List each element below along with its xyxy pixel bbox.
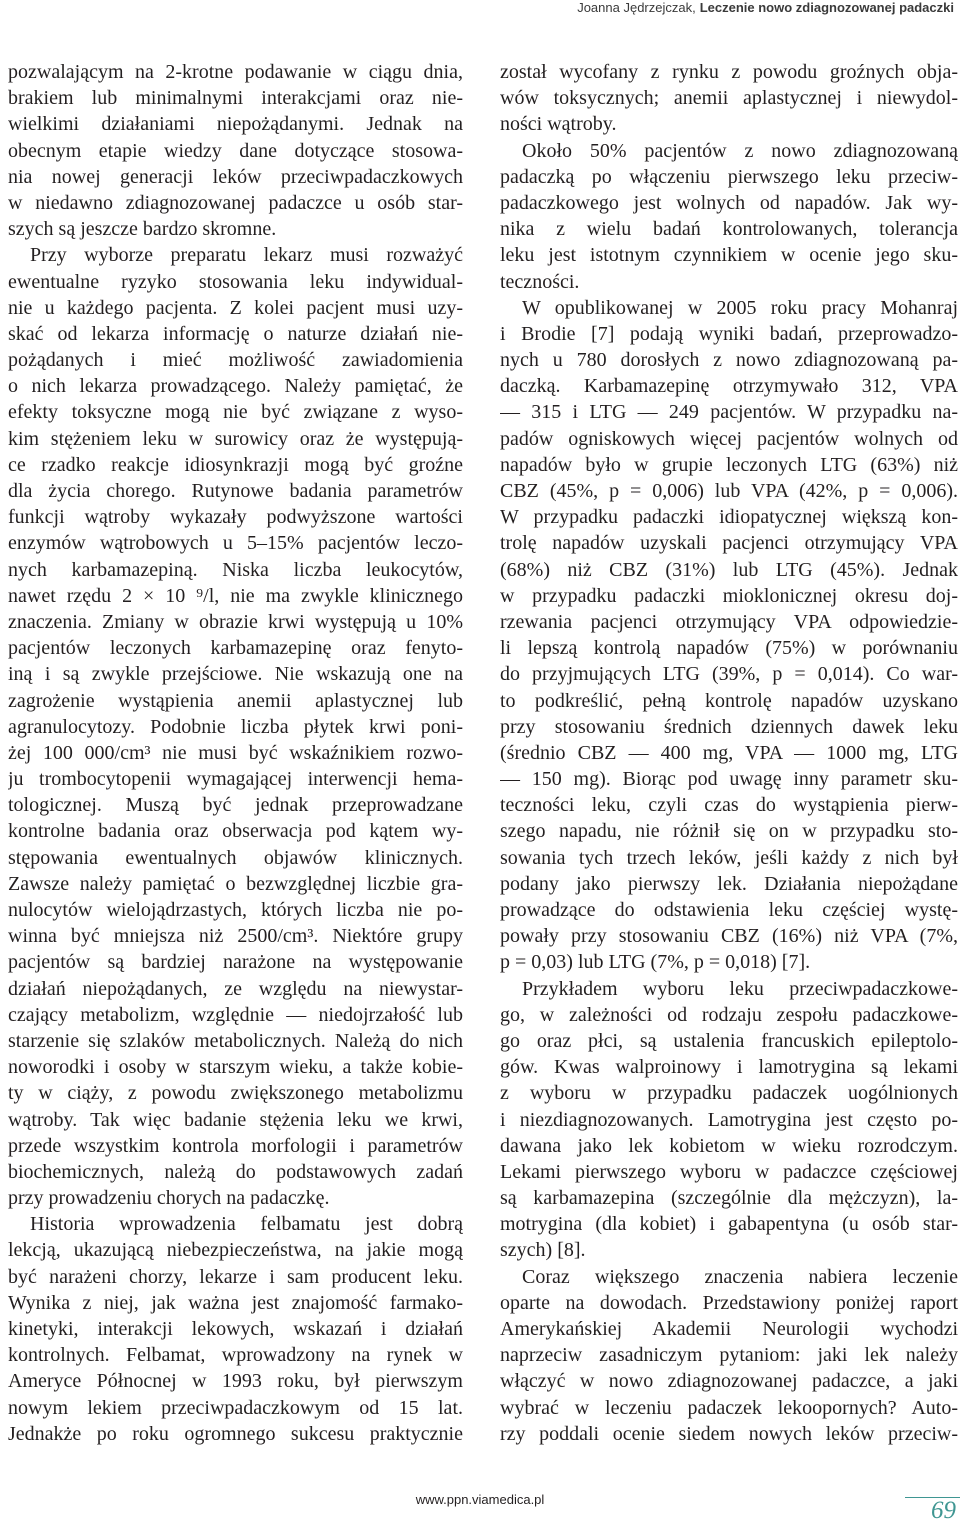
text-line: leku jest istotnym czynnikiem w ocenie jego sku- [500, 244, 958, 267]
text-line: nie u każdego pacjenta. Z kolei pacjent musi uzy- [8, 296, 463, 319]
text-line: być narażeni chorzy, lekarze i sam producent leku. [8, 1265, 463, 1288]
journal-url[interactable]: www.ppn.viamedica.pl [415, 1492, 545, 1507]
text-line: CBZ (45%, p = 0,006) lub VPA (42%, p = 0,006). [500, 480, 958, 502]
text-line: naprzeciw zasadniczym pytaniom: jaki lek należy [500, 1344, 958, 1367]
text-line: — 315 i LTG — 249 pacjentów. W przypadku na- [500, 401, 958, 424]
text-line: brakiem lub minimalnymi interakcjami oraz nie- [8, 87, 463, 110]
text-line: go, w zależności od rodzaju zespołu padaczkowe- [500, 1003, 958, 1026]
text-line: działań niepożądanych, ze względu na niewystar- [8, 977, 463, 1000]
text-line: obecnym etapie wiedzy dane dotyczące stosowa- [8, 139, 463, 162]
text-line: nowym lekiem przeciwpadaczkowym od 15 lat. [8, 1396, 463, 1419]
header-author: Joanna Jędrzejczak, [577, 0, 696, 15]
text-line: rzewania pacjenci otrzymujący VPA odpowiedzie- [500, 610, 958, 633]
right-column [500, 59, 958, 1459]
text-line: noworodki i osoby w starszym wieku, a także kobie- [8, 1056, 463, 1079]
text-line: przy prowadzeniu chorych na padaczkę. [8, 1187, 330, 1210]
text-line: nych karbamazepiną. Niska liczba leukocytów, [8, 558, 463, 581]
text-line: biochemicznych, należą do podstawowych zadań [8, 1160, 463, 1183]
text-line: nych u 780 dorosłych z nowo zdiagnozowaną pa- [500, 349, 958, 372]
text-line: czający metabolizm, względnie — niedojrzałość lub [8, 1003, 463, 1026]
text-line: tologicznej. Muszą być jednak przeprowadzane [8, 794, 463, 817]
paragraph [8, 59, 463, 242]
text-line: przede wszystkim kontrola morfologii i parametrów [8, 1134, 463, 1157]
text-line: lekcją, ukazującą niebezpieczeństwa, na jakie mogą [8, 1239, 463, 1262]
text-line: padów ogniskowych więcej pacjentów wolnych od [500, 427, 958, 450]
text-line: to podkreślić, pełną kontrolę napadów uzyskano [500, 689, 958, 712]
paragraph [500, 138, 958, 295]
text-line: ności wątroby. [500, 113, 617, 136]
text-line: oparte na dowodach. Przedstawiony poniżej raport [500, 1291, 958, 1314]
text-line: nia nowej generacji leków przeciwpadaczkowych [8, 165, 463, 188]
text-line: stępowania ewentualnych objawów klinicznych. [8, 846, 463, 869]
text-line: podany jako pierwszy lek. Działania niepożądane [500, 872, 958, 895]
text-line: wielkimi działaniami niepożądanymi. Jednak na [8, 113, 463, 136]
text-line: zagrożenie wystąpienia anemii aplastycznej lub [8, 689, 463, 712]
text-line: szych) [8]. [500, 1239, 586, 1262]
text-line: W opublikowanej w 2005 roku pracy Mohanraj [522, 296, 958, 319]
paragraph [8, 1211, 463, 1447]
text-line: padaczkowego jest wolnych od napadów. Jak wy- [500, 191, 958, 214]
text-line: nawet rzędu 2 × 10 ⁹/l, nie ma zwykle klinicznego [8, 584, 463, 607]
text-line: i niezdiagnozowanych. Lamotrygina jest często po- [500, 1108, 958, 1131]
text-line: w niedawno zdiagnozowanej padaczce u osób star- [8, 191, 463, 214]
text-line: wątroby. Tak więc badanie stężenia leku we krwi, [8, 1108, 463, 1131]
text-line: Jednakże po roku ogromnego sukcesu praktycznie [8, 1422, 463, 1445]
text-line: do przyjmujących LTG (39%, p = 0,014). Co war- [500, 663, 958, 686]
text-line: kim stężeniem leku w surowicy oraz że występują- [8, 427, 463, 450]
text-line: rzy poddali ocenie siedem nowych leków przeciw- [500, 1422, 958, 1445]
text-line: daczką. Karbamazepinę otrzymywało 312, VPA [500, 375, 958, 398]
text-line: napadów było w grupie leczonych LTG (63%) niż [500, 453, 958, 476]
text-line: kontrolne badania oraz obserwacja pod kątem wy- [8, 820, 463, 843]
text-line: Historia wprowadzenia felbamatu jest dobrą [30, 1213, 463, 1236]
text-line: wybrać w leczeniu padaczek lekoopornych? Auto- [500, 1396, 958, 1419]
text-line: prowadzące do odstawienia leku częściej wystę- [500, 899, 958, 921]
text-line: włączyć w nowo zdiagnozowanej padaczce, a jaki [500, 1370, 958, 1393]
text-line: Przy wyborze preparatu lekarz musi rozważyć [30, 244, 463, 267]
text-line: ewentualne ryzyko stosowania leku indywidual- [8, 270, 463, 293]
text-line: ce rzadko reakcje idiosynkrazji mogą być groźne [8, 453, 463, 476]
text-line: znaczenia. Zmiany w obrazie krwi występują u 10% [8, 610, 463, 633]
text-line: nika z wielu badań kontrolowanych, tolerancja [500, 218, 958, 241]
text-line: pacjentów są bardziej narażone na występowanie [8, 951, 463, 974]
text-line: Zawsze należy pamiętać o bezwzględnej liczbie gra- [8, 872, 463, 895]
text-line: funkcji wątroby wykazały podwyższone wartości [8, 506, 463, 529]
text-line: w przypadku padaczki mioklonicznej okresu doj- [500, 584, 958, 607]
text-line: Lekami pierwszego wyboru w padaczce częściowej [500, 1160, 958, 1183]
text-line: są karbamazepina (szczególnie dla mężczyzn), la- [500, 1187, 958, 1210]
text-line: dla życia chorego. Rutynowe badania parametrów [8, 480, 463, 502]
text-line: enzymów wątrobowych u 5–15% pacjentów leczo- [8, 532, 463, 555]
text-line: o nich lekarza prowadzącego. Należy pamiętać, że [8, 375, 463, 398]
text-line: kontrolnych. Felbamat, wprowadzony na rynek w [8, 1344, 463, 1367]
text-line: winna być mniejsza niż 2500/cm³. Niektóre grupy [8, 925, 463, 948]
text-line: go oraz płci, są ustalenia francuskich epileptolo- [500, 1029, 958, 1052]
text-line: powały przy stosowaniu CBZ (16%) niż VPA (7%, [500, 925, 958, 948]
page-number: 69 [931, 1497, 956, 1524]
text-line: efekty toksyczne mogą nie być związane z wyso- [8, 401, 463, 424]
text-line: motrygina (dla kobiet) i gabapentyna (u osób star- [500, 1213, 958, 1236]
text-line: i Brodie [7] podają wyniki badań, przeprowadzo- [500, 322, 958, 345]
text-line: (68%) niż CBZ (31%) lub LTG (45%). Jednak [500, 558, 958, 581]
text-line: szych są jeszcze bardzo skromne. [8, 218, 277, 241]
text-line: teczności. [500, 270, 580, 293]
paragraph [500, 976, 958, 1264]
text-line: ty w ciąży, z powodu zwiększonego metabolizmu [8, 1082, 463, 1105]
text-line: Ameryce Północnej w 1993 roku, był pierwszym [8, 1370, 463, 1393]
text-line: iną i są zwykle przejściowe. Nie wskazują one na [8, 663, 463, 686]
running-header [577, 0, 954, 16]
text-line: sowania tych trzech leków, jeśli każdy z nich był [500, 846, 958, 869]
text-line: wów toksycznych; anemii aplastycznej i niewydol- [500, 87, 958, 110]
text-line: (średnio CBZ — 400 mg, VPA — 1000 mg, LTG [500, 741, 958, 764]
text-line: p = 0,03) lub LTG (7%, p = 0,018) [7]. [500, 951, 811, 974]
text-line: agranulocytozy. Podobnie liczba płytek krwi poni- [8, 715, 463, 738]
text-line: Coraz większego znaczenia nabiera leczenie [522, 1265, 958, 1288]
text-line: Około 50% pacjentów z nowo zdiagnozowaną [522, 139, 958, 162]
paragraph [500, 59, 958, 138]
text-line: trolę napadów uzyskali pacjenci otrzymujący VPA [500, 532, 958, 555]
text-line: przy stosowaniu średnich dziennych dawek leku [500, 715, 958, 738]
paragraph [500, 1264, 958, 1447]
text-line: został wycofany z rynku z powodu groźnych obja- [500, 61, 958, 83]
text-line: Wynika z niej, jak ważna jest znajomość farmako- [8, 1291, 463, 1314]
text-line: li lepszą kontrolą napadów (75%) w porównaniu [500, 637, 958, 660]
text-line: z wyboru w przypadku padaczek uogólnionych [500, 1082, 958, 1105]
text-line: pożądanych i mieć możliwość zawiadomienia [8, 349, 463, 372]
text-line: gów. Kwas walproinowy i lamotrygina są lekami [500, 1056, 958, 1079]
text-line: skać od lekarza informację o naturze działań nie- [8, 322, 463, 345]
text-line: padaczką po włączeniu pierwszego leku przeciw- [500, 165, 958, 188]
text-line: szego napadu, nie różnił się on w przypadku sto- [500, 820, 958, 843]
text-line: ju trombocytopenii wymagającej interwencji hema- [8, 768, 463, 791]
text-line: dawana jako lek kobietom w wieku rozrodczym. [500, 1134, 958, 1157]
text-line: Przykładem wyboru leku przeciwpadaczkowe- [522, 977, 958, 1000]
paragraph [500, 295, 958, 976]
text-line: starzenie się szlaków metabolicznych. Należą do nich [8, 1029, 463, 1052]
header-article-title: Leczenie nowo zdiagnozowanej padaczki [699, 0, 954, 15]
text-line: teczności leku, czyli czas do wystąpienia pierw- [500, 794, 958, 817]
text-line: W przypadku padaczki idiopatycznej większą kon- [500, 506, 958, 529]
paragraph [8, 242, 463, 1211]
text-line: żej 100 000/cm³ nie musi być wskaźnikiem rozwo- [8, 741, 463, 764]
left-column [8, 59, 463, 1459]
text-line: nulocytów wielojądrzastych, których liczba nie po- [8, 899, 463, 921]
text-line: kinetyki, interakcji lekowych, wskazań i działań [8, 1318, 463, 1340]
text-line: — 150 mg). Biorąc pod uwagę inny parametr sku- [500, 768, 958, 791]
text-line: Amerykańskiej Akademii Neurologii wychodzi [500, 1318, 958, 1340]
text-line: pozwalającym na 2-krotne podawanie w ciągu dnia, [8, 61, 463, 83]
text-line: pacjentów leczonych karbamazepinę oraz fenyto- [8, 637, 463, 660]
